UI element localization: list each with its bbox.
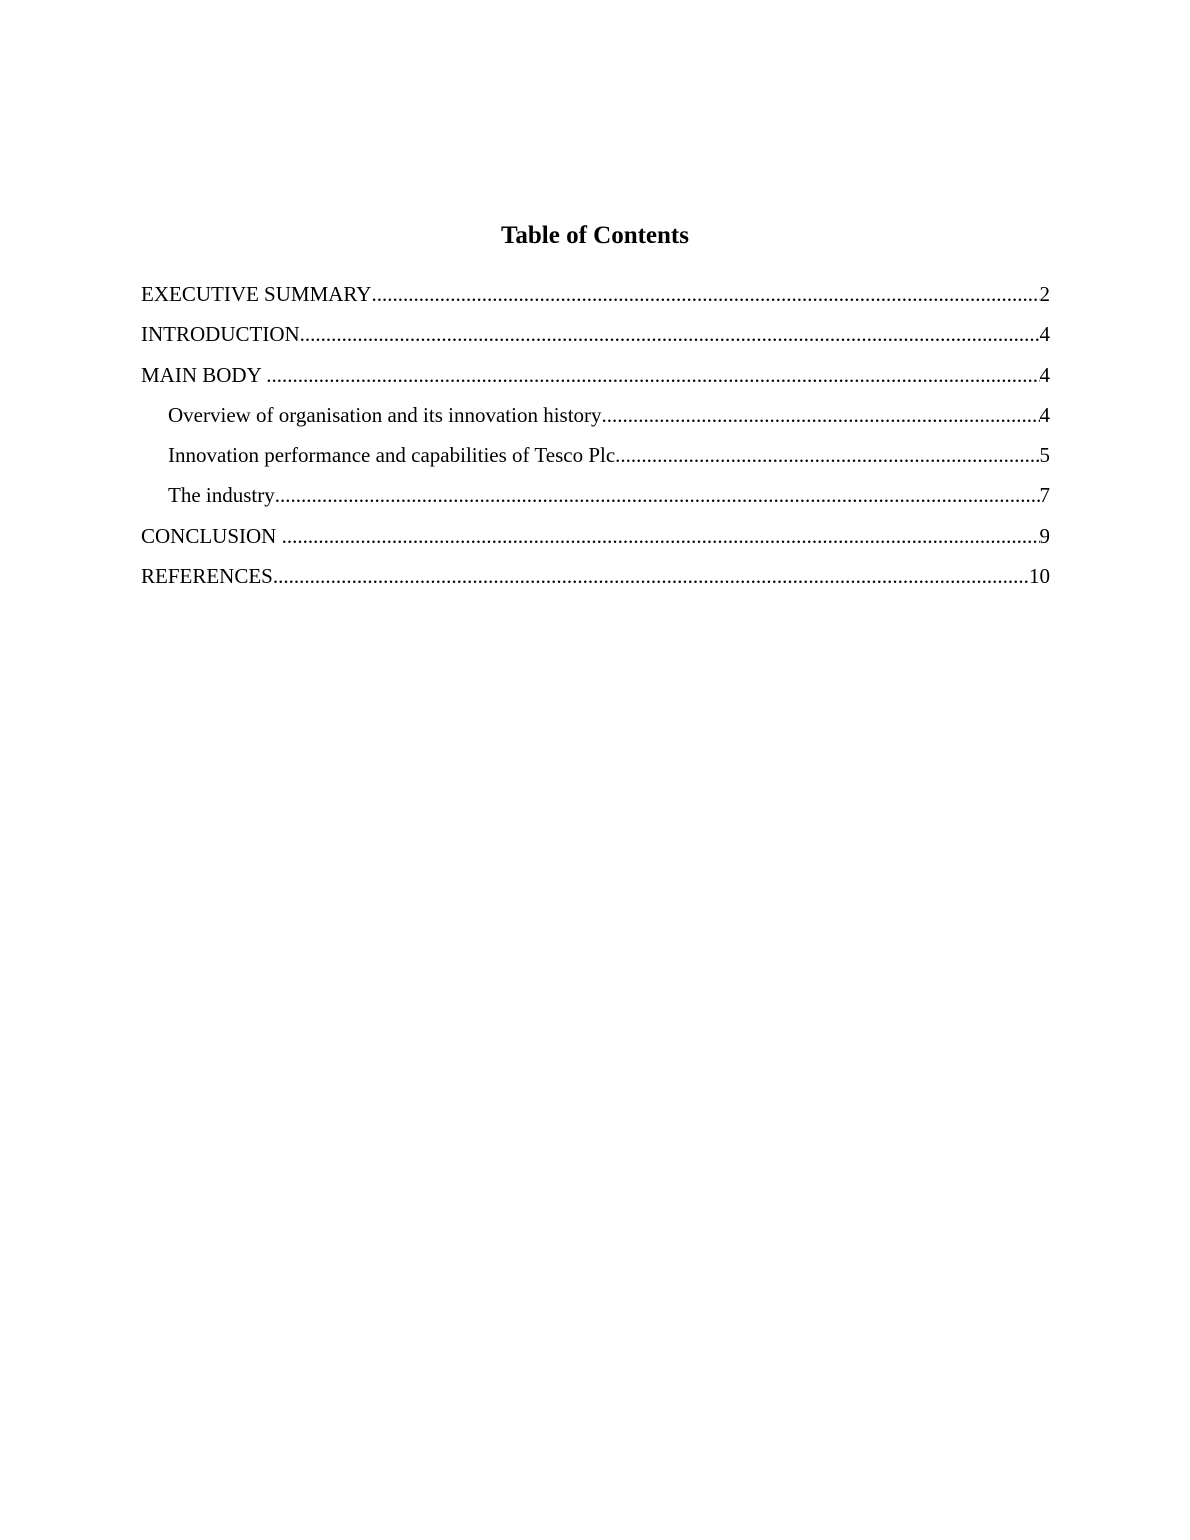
toc-entry-page-number: 4 (1039, 402, 1050, 427)
toc-entry-page-number: 2 (1039, 282, 1050, 306)
toc-dot-leader (273, 558, 1029, 594)
toc-dot-leader (371, 276, 1039, 312)
toc-entry-industry[interactable] (141, 477, 1050, 517)
toc-entry-label: CONCLUSION (141, 523, 282, 548)
toc-dot-leader (602, 397, 1040, 433)
toc-list (141, 276, 1050, 598)
toc-entry-innovation-performance[interactable] (141, 437, 1050, 477)
toc-entry-introduction[interactable] (141, 316, 1050, 356)
toc-entry-label: INTRODUCTION (141, 322, 300, 347)
toc-title: Table of Contents (501, 222, 689, 249)
toc-dot-leader (266, 357, 1039, 393)
toc-dot-leader (275, 477, 1040, 513)
toc-entry-label: The industry (168, 483, 275, 508)
toc-entry-overview[interactable] (141, 397, 1050, 437)
toc-entry-page-number: 10 (1029, 564, 1050, 589)
toc-dot-leader (615, 437, 1039, 473)
toc-dot-leader (300, 316, 1040, 352)
toc-entry-label: Innovation performance and capabilities of Tesco Plc (168, 443, 616, 468)
toc-entry-label: MAIN BODY (141, 362, 267, 387)
toc-entry-conclusion[interactable] (141, 518, 1050, 558)
toc-entry-label: EXECUTIVE SUMMARY (141, 282, 372, 306)
toc-entry-references[interactable] (141, 558, 1050, 598)
toc-dot-leader (282, 518, 1040, 554)
toc-entry-executive-summary[interactable] (141, 276, 1050, 316)
toc-entry-main-body[interactable] (141, 357, 1050, 397)
toc-entry-page-number: 4 (1039, 362, 1050, 387)
toc-entry-page-number: 4 (1039, 322, 1050, 347)
toc-entry-page-number: 7 (1039, 483, 1050, 508)
toc-entry-label: REFERENCES (141, 564, 273, 589)
toc-entry-page-number: 9 (1039, 523, 1050, 548)
toc-entry-page-number: 5 (1039, 443, 1050, 468)
toc-entry-label: Overview of organisation and its innovation history (168, 402, 602, 427)
